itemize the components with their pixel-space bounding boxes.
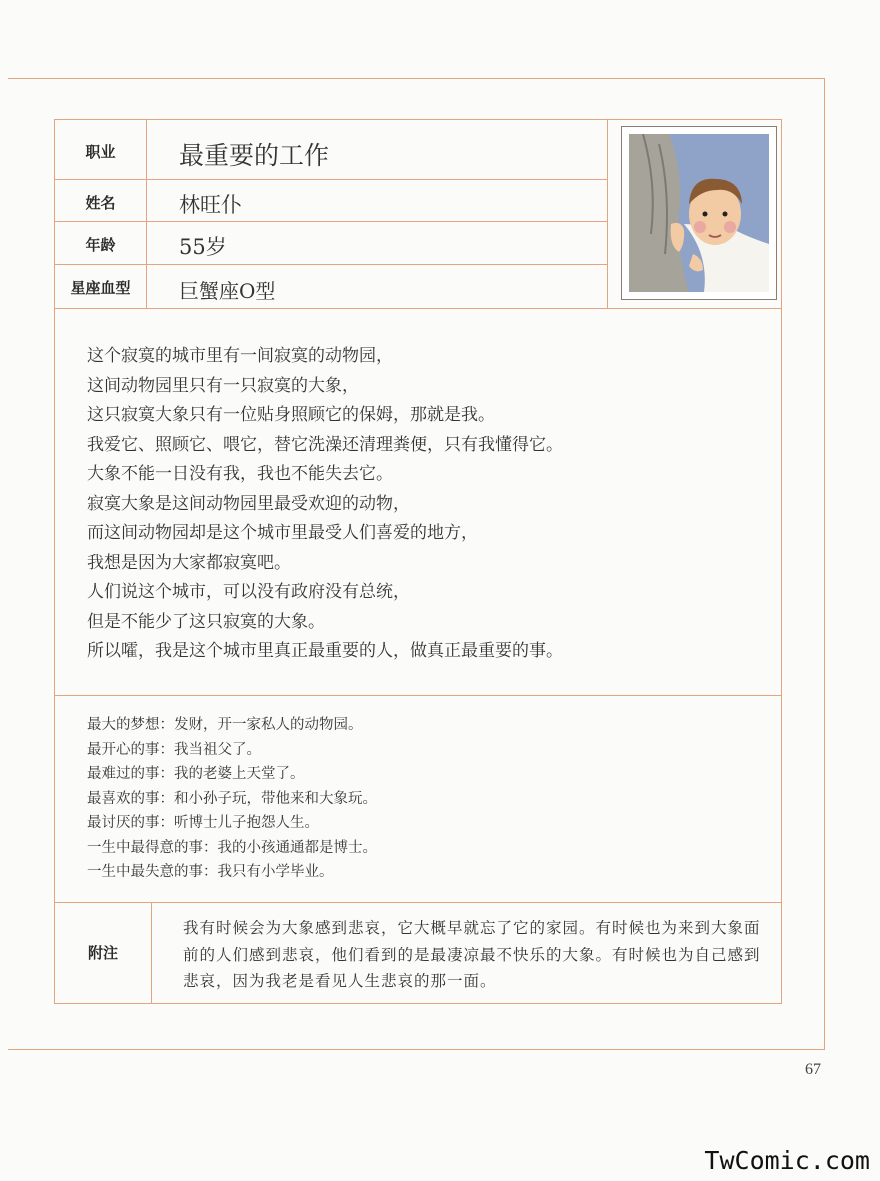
note-text: 我有时候会为大象感到悲哀，它大概早就忘了它的家园。有时候也为来到大象面前的人们感到悲哀，他们看到的是最凄凉最不快乐的大象。有时候也为自己感到悲哀，因为我老是看见人生悲哀的那一面。	[183, 919, 761, 990]
fact-item: 最难过的事：我的老婆上天堂了。	[87, 766, 305, 782]
fact-item: 最大的梦想：发财，开一家私人的动物园。	[87, 717, 363, 733]
story-line: 我爱它、照顾它、喂它，替它洗澡还清理粪便，只有我懂得它。	[87, 434, 563, 455]
fact-item: 最开心的事：我当祖父了。	[87, 741, 261, 758]
fact-item: 一生中最失意的事：我只有小学毕业。	[87, 864, 334, 880]
name-label: 姓名	[85, 194, 116, 212]
sign-label: 星座血型	[70, 279, 131, 297]
facts-list	[87, 713, 377, 885]
sign-value: 巨蟹座O型	[179, 279, 276, 303]
fact-item: 一生中最得意的事：我的小孩通通都是博士。	[87, 839, 377, 856]
note-label: 附注	[87, 944, 118, 962]
story-line: 人们说这个城市，可以没有政府没有总统，	[87, 582, 410, 602]
story-text	[87, 342, 563, 667]
story-line: 大象不能一日没有我，我也不能失去它。	[87, 464, 393, 484]
story-line: 这间动物园里只有一只寂寞的大象，	[87, 375, 359, 396]
fact-item: 最喜欢的事：和小孙子玩，带他来和大象玩。	[87, 790, 377, 807]
portrait-illustration	[629, 134, 769, 292]
name-value: 林旺仆	[179, 193, 242, 217]
portrait-photo	[621, 126, 777, 300]
story-line: 所以嚯，我是这个城市里真正最重要的人，做真正最重要的事。	[87, 641, 563, 661]
age-label: 年龄	[85, 236, 116, 254]
story-line: 这个寂寞的城市里有一间寂寞的动物园，	[87, 346, 393, 366]
story-line: 我想是因为大家都寂寞吧。	[87, 552, 291, 573]
page-number: 67	[805, 1061, 821, 1078]
story-line: 寂寞大象是这间动物园里最受欢迎的动物，	[87, 493, 410, 514]
occupation-label: 职业	[85, 143, 116, 161]
story-line: 但是不能少了这只寂寞的大象。	[87, 611, 325, 632]
watermark: TwComic.com	[704, 1146, 870, 1175]
age-value: 55岁	[179, 235, 227, 259]
story-line: 这只寂寞大象只有一位贴身照顾它的保姆，那就是我。	[87, 405, 495, 425]
fact-item: 最讨厌的事：听博士儿子抱怨人生。	[87, 815, 319, 831]
profile-card	[54, 119, 782, 1004]
occupation-value: 最重要的工作	[179, 141, 330, 170]
story-line: 而这间动物园却是这个城市里最受人们喜爱的地方，	[87, 523, 478, 543]
